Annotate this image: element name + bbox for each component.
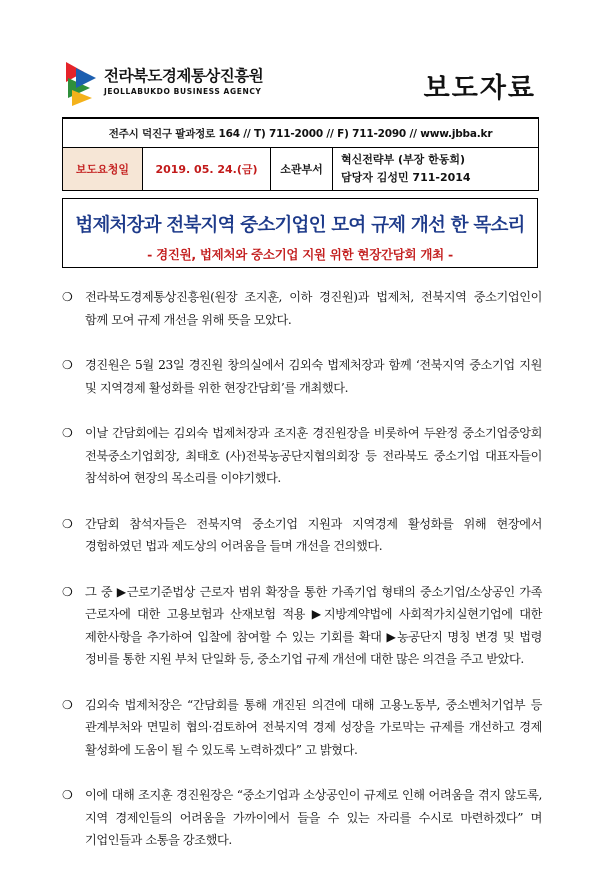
bullet-circle-icon: ❍: [62, 358, 73, 372]
paragraph-text: 그 중 ▶근로기준법상 근로자 범위 확장을 통한 가족기업 형태의 중소기업/소상공인 가족 근로자에 대한 고용보험과 산재보험 적용 ▶지방계약법에 사회적가치실현기업에 대한 제한사항을 추가하여 입찰에 참여할 수 있는 기회를 확대 ▶농공단지 명칭 변경 및 법령 정비를 통한 지원 부처 단일화 등, 중소기업 규제 개선에 대한 많은 의견을 주고 받았다.: [85, 584, 542, 666]
paragraph: [62, 354, 542, 399]
org-name-en: JEOLLABUKDO BUSINESS AGENCY: [104, 87, 262, 96]
meta-row: [63, 148, 539, 191]
contact-row: [63, 118, 539, 148]
paragraph-text: 간담회 참석자들은 전북지역 중소기업 지원과 지역경제 활성화를 위해 현장에서 경험하였던 법과 제도상의 어려움을 들며 개선을 건의했다.: [85, 516, 542, 553]
bullet-circle-icon: ❍: [62, 584, 73, 599]
sub-title: - 경진원, 법제처와 중소기업 지원 위한 현장간담회 개최 -: [147, 247, 453, 262]
dept-label: 소관부서: [271, 148, 333, 191]
paragraph-text: 김외숙 법제처장은 “간담회를 통해 개진된 의견에 대해 고용노동부, 중소벤처기업부 등 관계부처와 면밀히 협의·검토하여 전북지역 경제 성장을 가로막는 규제를 개선하고 경제 활성화에 도움이 될 수 있도록 노력하겠다” 고 밝혔다.: [85, 697, 542, 757]
article-body: [62, 286, 542, 875]
agency-logo-icon: [62, 58, 98, 108]
headline-box: [62, 198, 538, 268]
bullet-circle-icon: ❍: [62, 290, 73, 304]
bullet-circle-icon: ❍: [62, 788, 73, 802]
paragraph: [62, 581, 542, 671]
dept-name: 혁신전략부 (부장 한동희): [341, 153, 465, 166]
bullet-circle-icon: ❍: [62, 426, 73, 440]
bullet-circle-icon: ❍: [62, 697, 73, 712]
contact-line: 전주시 덕진구 팔과정로 164 // T) 711-2000 // F) 711-2090 // www.jbba.kr: [63, 118, 539, 148]
paragraph-text: 전라북도경제통상진흥원(원장 조지훈, 이하 경진원)과 법제처, 전북지역 중소기업인이 함께 모여 규제 개선을 위해 뜻을 모았다.: [85, 290, 542, 327]
paragraph: [62, 694, 542, 762]
doc-type-title: 보도자료: [423, 73, 536, 104]
main-title: 법제처장과 전북지역 중소기업인 모여 규제 개선 한 목소리: [75, 215, 525, 236]
dept-info: [333, 148, 539, 191]
paragraph: [62, 422, 542, 490]
bullet-circle-icon: ❍: [62, 516, 73, 531]
request-date-label: 보도요청일: [63, 148, 143, 191]
paragraph-text: 경진원은 5월 23일 경진원 창의실에서 김외숙 법제처장과 함께 ‘전북지역 중소기업 지원 및 지역경제 활성화를 위한 현장간담회’를 개최했다.: [85, 358, 542, 395]
paragraph: [62, 784, 542, 852]
header: [62, 58, 538, 108]
info-table: [62, 117, 539, 191]
paragraph: [62, 286, 542, 331]
paragraph-text: 이에 대해 조지훈 경진원장은 “중소기업과 소상공인이 규제로 인해 어려움을 겪지 않도록, 지역 경제인들의 어려움을 가까이에서 들을 수 있는 자리를 수시로 마련하겠다” 며 기업인들과 소통을 강조했다.: [85, 788, 542, 847]
request-date: 2019. 05. 24.(금): [143, 148, 271, 191]
contact-person: 담당자 김성민 711-2014: [341, 171, 471, 184]
org-name-kr: 전라북도경제통상진흥원: [104, 67, 264, 85]
paragraph-text: 이날 간담회에는 김외숙 법제처장과 조지훈 경진원장을 비롯하여 두완정 중소기업중앙회 전북중소기업회장, 최태호 (사)전북농공단지협의회장 등 전라북도 중소기업 대표자들이 참석하여 현장의 목소리를 이야기했다.: [85, 426, 542, 485]
paragraph: [62, 513, 542, 558]
